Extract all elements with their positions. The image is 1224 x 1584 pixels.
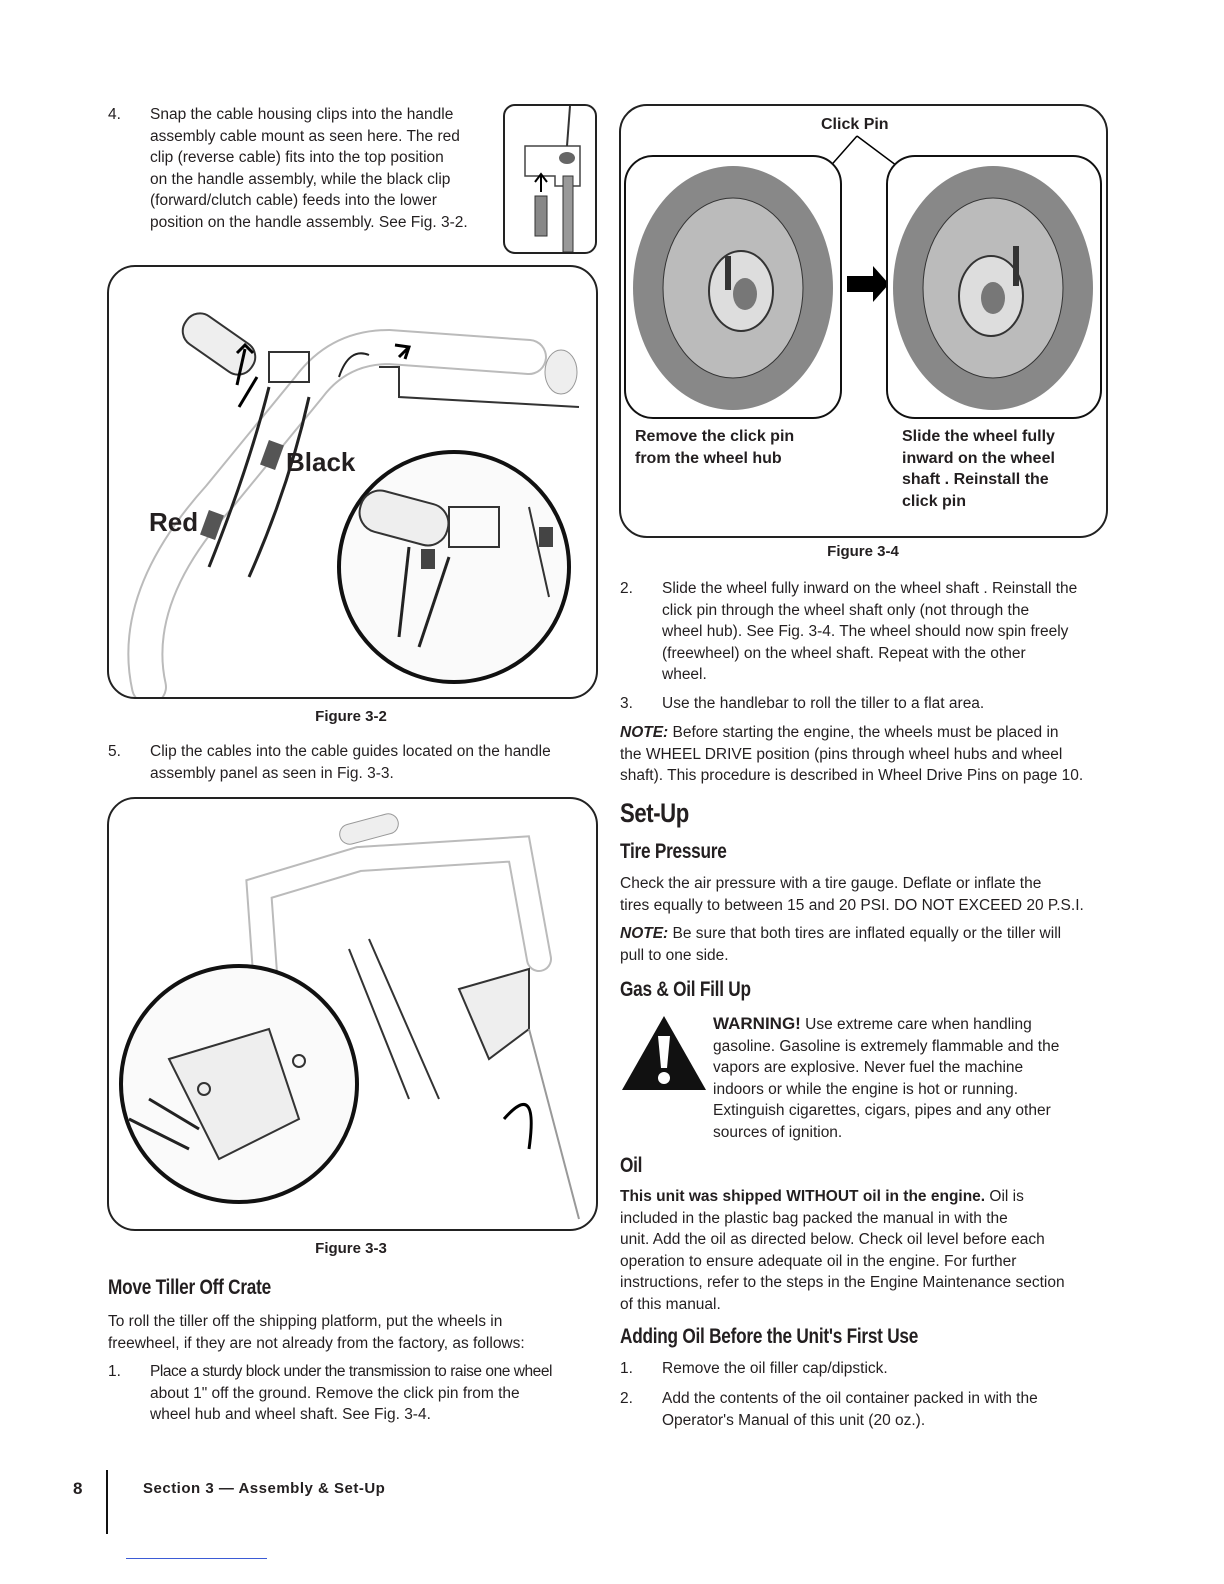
step-number: 5. xyxy=(108,743,121,760)
note-line: shaft). This procedure is described in Wheel Drive Pins on page 10. xyxy=(620,767,1084,784)
oil-bold: This unit was shipped WITHOUT oil in the engine. xyxy=(620,1188,986,1205)
move-tiller-intro xyxy=(108,1311,608,1354)
oil-line: operation to ensure adequate oil in the engine. For further xyxy=(620,1252,1017,1270)
figure-3-2-caption: Figure 3-2 xyxy=(315,708,387,725)
step-4-line: Snap the cable housing clips into the handle xyxy=(150,106,454,123)
step-number: 1. xyxy=(620,1360,633,1377)
move-tiller-heading: Move Tiller Off Crate xyxy=(108,1276,271,1299)
warning-line: gasoline. Gasoline is extremely flammable and the xyxy=(713,1037,1060,1055)
click-pin-label: Click Pin xyxy=(821,116,889,133)
tire-line: tires equally to between 15 and 20 PSI. DO NOT EXCEED 20 P.S.I. xyxy=(620,896,1084,914)
step-2-line: wheel. xyxy=(662,666,707,683)
note-label: NOTE: xyxy=(620,925,669,942)
tire-pressure-text xyxy=(620,873,1120,916)
caption-line: inward on the wheel xyxy=(902,449,1055,467)
figure-3-2-illustration xyxy=(107,265,598,699)
figure-3-4-caption: Figure 3-4 xyxy=(827,543,899,560)
step-4-line: assembly cable mount as seen here. The red xyxy=(150,127,460,145)
step-4-line: position on the handle assembly. See Fig. 3-2. xyxy=(150,213,468,231)
step-4-line: on the handle assembly, while the black clip xyxy=(150,170,451,188)
footer-divider xyxy=(106,1470,108,1534)
step-3-text: Use the handlebar to roll the tiller to a flat area. xyxy=(662,695,985,712)
oil-line: of this manual. xyxy=(620,1295,721,1313)
step-2-line: click pin through the wheel shaft only (not through the xyxy=(662,601,1030,619)
setup-heading: Set-Up xyxy=(620,798,689,828)
note-line: Be sure that both tires are inflated equally or the tiller will xyxy=(668,925,1062,942)
step-2-line: Slide the wheel fully inward on the wheel shaft . Reinstall the xyxy=(662,580,1078,597)
step-number: 3. xyxy=(620,695,633,712)
page-number: 8 xyxy=(73,1479,83,1498)
tire-note xyxy=(620,923,1120,966)
figure-3-4-illustration xyxy=(619,104,1108,538)
footer-link-line xyxy=(126,1558,267,1559)
step-2-line: (freewheel) on the wheel shaft. Repeat with the other xyxy=(662,644,1026,662)
label-black: Black xyxy=(286,447,356,477)
step-number: 2. xyxy=(620,1390,633,1407)
step-1-line: wheel hub and wheel shaft. See Fig. 3-4. xyxy=(150,1406,431,1423)
gas-oil-heading: Gas & Oil Fill Up xyxy=(620,978,751,1001)
oil-line: instructions, refer to the steps in the Engine Maintenance section xyxy=(620,1274,1065,1291)
step-4-line: (forward/clutch cable) feeds into the lower xyxy=(150,192,437,209)
step-number: 2. xyxy=(620,580,633,597)
note-line: Before starting the engine, the wheels must be placed in xyxy=(668,724,1059,741)
adding-oil-heading: Adding Oil Before the Unit's First Use xyxy=(620,1325,919,1348)
step-5-line: Clip the cables into the cable guides located on the handle xyxy=(150,743,551,760)
warning-line: indoors or while the engine is hot or running. xyxy=(713,1080,1019,1098)
left-wheel-caption xyxy=(635,426,794,469)
right-wheel-caption xyxy=(902,426,1055,512)
warning-label: WARNING! xyxy=(713,1014,801,1033)
warning-triangle-icon xyxy=(620,1014,708,1092)
caption-line: click pin xyxy=(902,492,967,510)
caption-line: Remove the click pin xyxy=(635,428,795,445)
step-1-line: Place a sturdy block under the transmission to raise one wheel xyxy=(150,1363,553,1380)
warning-line: Extinguish cigarettes, cigars, pipes and any other xyxy=(713,1102,1051,1119)
warning-text xyxy=(713,1013,1113,1143)
figure-3-3-illustration xyxy=(107,797,598,1231)
add-step-1-text: Remove the oil filler cap/dipstick. xyxy=(662,1360,888,1377)
label-red: Red xyxy=(149,507,199,537)
oil-line: Oil is xyxy=(985,1188,1024,1205)
warning-line: sources of ignition. xyxy=(713,1123,843,1141)
section-label: Section 3 — Assembly & Set-Up xyxy=(143,1480,386,1497)
oil-line: included in the plastic bag packed the manual in with the xyxy=(620,1209,1008,1227)
note-line: the WHEEL DRIVE position (pins through wheel hubs and wheel xyxy=(620,745,1063,763)
caption-line: from the wheel hub xyxy=(635,449,782,467)
step-5-line: assembly panel as seen in Fig. 3-3. xyxy=(150,764,394,782)
intro-line: To roll the tiller off the shipping platform, put the wheels in xyxy=(108,1313,503,1330)
oil-heading: Oil xyxy=(620,1154,643,1177)
add-step-2-line: Add the contents of the oil container packed in with the xyxy=(662,1390,1038,1407)
caption-line: Slide the wheel fully xyxy=(902,428,1055,445)
step-1-line: about 1" off the ground. Remove the click pin from the xyxy=(150,1384,520,1402)
caption-line: shaft . Reinstall the xyxy=(902,471,1049,488)
warning-line: vapors are explosive. Never fuel the machine xyxy=(713,1059,1024,1076)
oil-line: unit. Add the oil as directed below. Check oil level before each xyxy=(620,1231,1045,1248)
wheel-drive-note xyxy=(620,722,1120,787)
figure-3-3-caption: Figure 3-3 xyxy=(315,1240,387,1257)
warning-line: Use extreme care when handling xyxy=(800,1016,1032,1033)
oil-text xyxy=(620,1186,1120,1315)
add-step-2-line: Operator's Manual of this unit (20 oz.). xyxy=(662,1411,926,1429)
note-line: pull to one side. xyxy=(620,946,729,964)
intro-line: freewheel, if they are not already from the factory, as follows: xyxy=(108,1334,525,1352)
step-number: 4. xyxy=(108,106,121,123)
cable-clip-inset-illustration xyxy=(503,104,597,254)
note-label: NOTE: xyxy=(620,724,669,741)
step-4-line: clip (reverse cable) fits into the top position xyxy=(150,149,444,166)
step-number: 1. xyxy=(108,1363,121,1380)
tire-pressure-heading: Tire Pressure xyxy=(620,840,727,863)
step-2-line: wheel hub). See Fig. 3-4. The wheel should now spin freely xyxy=(662,623,1069,640)
tire-line: Check the air pressure with a tire gauge. Deflate or inflate the xyxy=(620,875,1042,892)
